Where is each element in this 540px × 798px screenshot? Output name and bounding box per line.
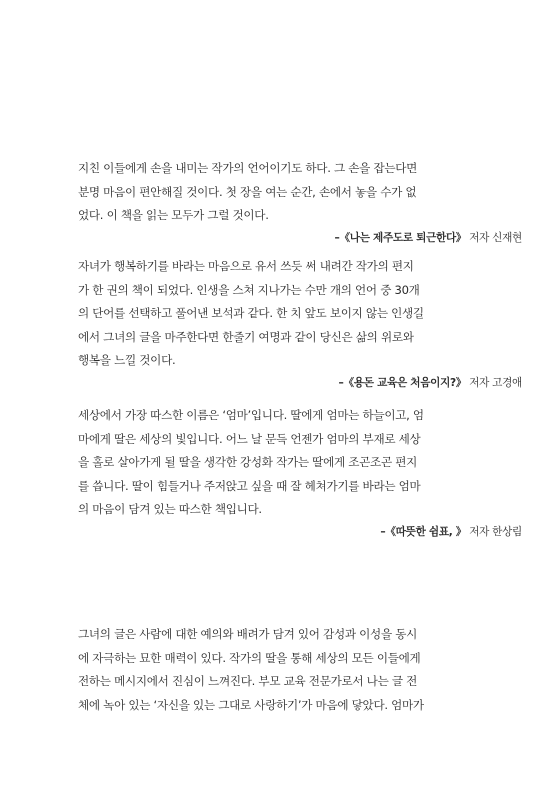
book-title: 《따뜻한 쉼표, 》 (385, 525, 467, 538)
endorsement-1 (78, 157, 522, 248)
book-title: 《용돈 교육은 처음이지?》 (343, 376, 467, 389)
endorsement-text: 세상에서 가장 따스한 이름은 ‘엄마’입니다. 딸에게 엄마는 하늘이고, 엄 마에게 딸은 세상의 빛입니다. 어느 날 문득 언젠가 엄마의 부재로 세상 을 홀로 살아가게 될 딸을 생각한 강성화 작가는 딸에게 조곤조곤 편지 를 씁니다. 딸이 힘들거나 주저앉고 싶을 때 잘 헤쳐가기를 바라는 엄마 의 마음이 담겨 있는 따스한 책입니다. (78, 408, 424, 516)
author-name: 저자 신재현 (469, 231, 522, 244)
book-title: 《나는 제주도로 퇴근한다》 (339, 231, 467, 244)
endorsement-attribution (78, 522, 522, 542)
endorsement-4 (78, 623, 522, 717)
endorsement-2 (78, 255, 522, 393)
author-name: 저자 한상림 (469, 525, 522, 538)
attribution-dash: – (338, 376, 344, 389)
endorsement-text: 자녀가 행복하기를 바라는 마음으로 유서 쓰듯 써 내려간 작가의 편지 가 한 권의 책이 되었다. 인생을 스쳐 지나가는 수만 개의 언어 중 30개 의 단어를 선택하고 풀어낸 보석과 같다. 한 치 앞도 보이지 않는 인생길 에서 그녀의 글을 마주한다면 한줄기 여명과 같이 당신은 삶의 위로와 행복을 느낄 것이다. (78, 259, 424, 367)
endorsement-attribution (78, 373, 522, 393)
endorsement-attribution (78, 228, 522, 248)
attribution-dash: – (380, 525, 386, 538)
endorsement-text: 그녀의 글은 사람에 대한 예의와 배려가 담겨 있어 감성과 이성을 동시 에 자극하는 묘한 매력이 있다. 작가의 딸을 통해 세상의 모든 이들에게 전하는 메시지에서 진심이 느껴진다. 부모 교육 전문가로서 나는 글 전 체에 녹아 있는 ‘자신을 있는 그대로 사랑하기’가 마음에 닿았다. 엄마가 (78, 627, 424, 712)
attribution-dash: – (334, 231, 340, 244)
endorsement-3 (78, 404, 522, 542)
author-name: 저자 고경애 (469, 376, 522, 389)
endorsement-text: 지친 이들에게 손을 내미는 작가의 언어이기도 하다. 그 손을 잡는다면 분명 마음이 편안해질 것이다. 첫 장을 여는 순간, 손에서 놓을 수가 없 었다. 이 책을 읽는 모두가 그럴 것이다. (78, 161, 418, 222)
